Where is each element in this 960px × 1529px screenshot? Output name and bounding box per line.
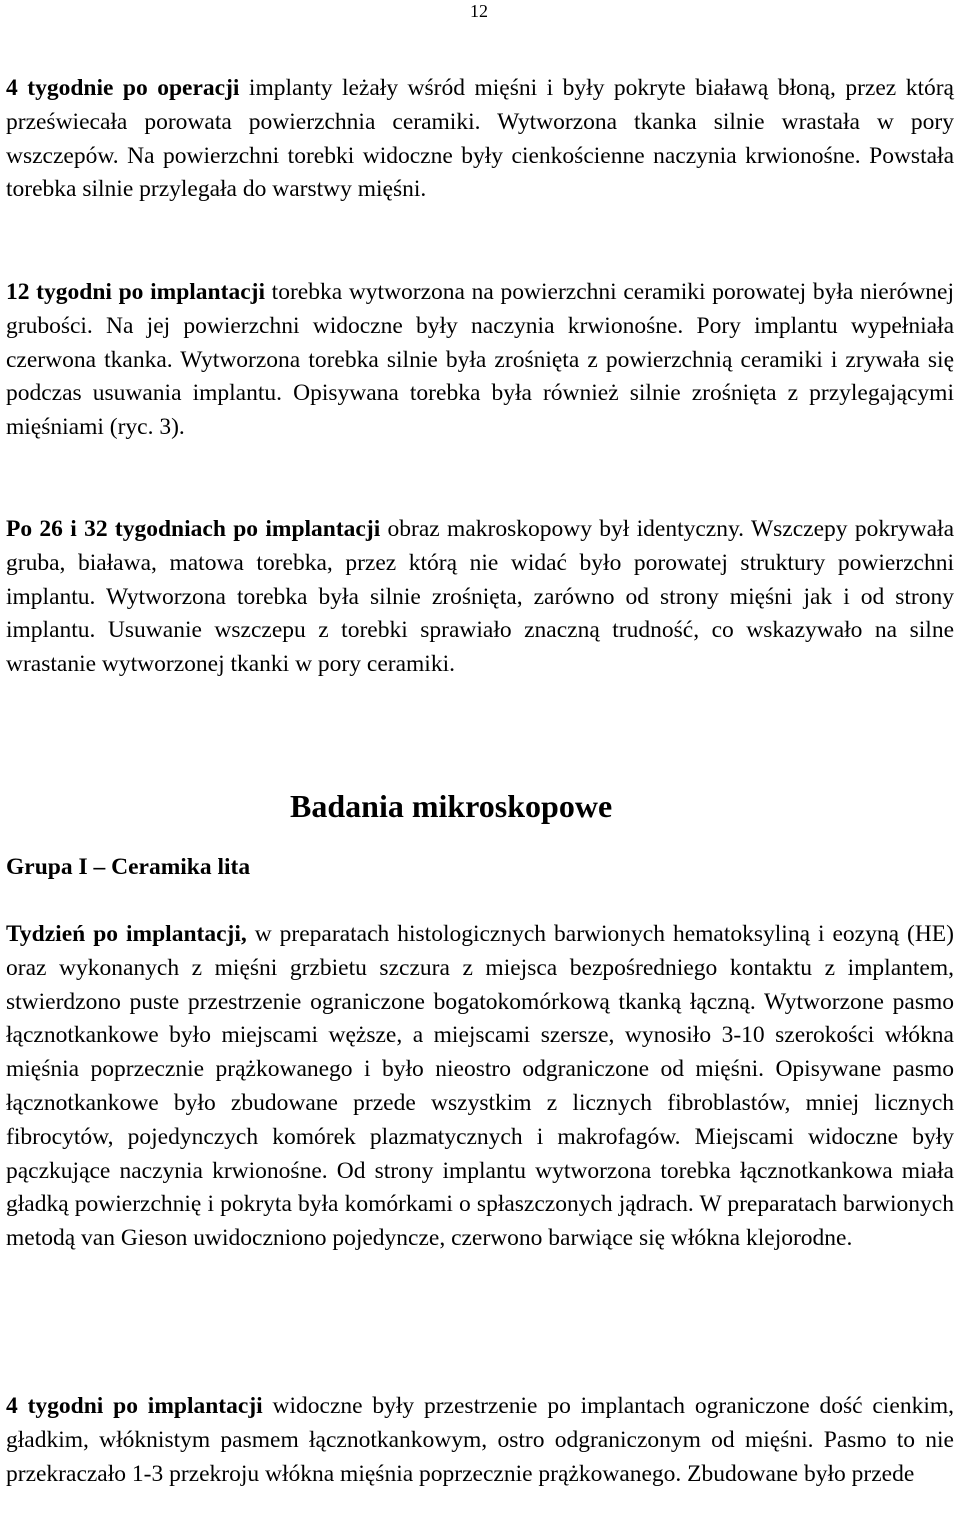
paragraph-text: w preparatach histologicznych barwionych hematoksyliną i eozyną (HE) oraz wykonanych z mięśni grzbietu szczura z miejsca bezpośredniego kontaktu z implantem, stwierdzono puste przestrzenie ograniczone bogatokomórkową tkanką łączną. Wytworzone pasmo łącznotkankowe było miejscami węższe, a miejscami szersze, wynosiło 3-10 szerokości włókna mięśnia poprzecznie prążkowanego i było nieostro odgraniczone od mięśni. Opisywane pasmo łącznotkankowe było zbudowane przede wszystkim z licznych fibroblastów, mniej licznych fibrocytów, pojedynczych komórek plazmatycznych i makrofagów. Miejscami widoczne były pączkujące naczynia krwionośne. Od strony implantu wytworzona torebka łącznotkankowa miała gładką powierzchnię i pokryta była komórkami o spłaszczonych jądrach. W preparatach barwionych metodą van Gieson uwidoczniono pojedyncze, czerwono barwiące się włókna klejorodne. xyxy=(6,921,954,1252)
paragraph-4-weeks xyxy=(6,72,954,207)
page-number: 12 xyxy=(470,1,488,21)
paragraph-lead: 4 tygodnie po operacji xyxy=(6,75,240,101)
paragraph-text: torebka wytworzona na powierzchni ceramiki porowatej była nierównej grubości. Na jej powierzchni widoczne były naczynia krwionośne. Pory implantu wypełniała czerwona tkanka. Wytworzona torebka silnie była zrośnięta z powierzchnią ceramiki i zrywała się podczas usuwania implantu. Opisywana torebka była również silnie zrośnięta z przylegającymi mięśniami (ryc. 3). xyxy=(6,279,954,441)
paragraph-4-weeks-microscopic xyxy=(6,1390,954,1491)
paragraph-lead: 4 tygodni po implantacji xyxy=(6,1393,263,1419)
paragraph-text: obraz makroskopowy był identyczny. Wszczepy pokrywała gruba, biaława, matowa torebka, przez którą nie widać było porowatej struktury powierzchni implantu. Wytworzona torebka była silnie zrośnięta, zarówno od strony mięśni jak i od strony implantu. Usuwanie wszczepu z torebki sprawiało znaczną trudność, co wskazywało na silne wrastanie wytworzonej tkanki w pory ceramiki. xyxy=(6,516,954,678)
paragraph-text: implanty leżały wśród mięśni i były pokryte białawą błoną, przez którą przeświecała porowata powierzchnia ceramiki. Wytworzona tkanka silnie wrastała w pory wszczepów. Na powierzchni torebki widoczne były cienkościenne naczynia krwionośne. Powstała torebka silnie przylegała do warstwy mięśni. xyxy=(6,75,954,203)
paragraph-lead: Po 26 i 32 tygodniach po implantacji xyxy=(6,516,381,542)
paragraph-lead: Tydzień po implantacji, xyxy=(6,921,247,947)
section-heading: Badania mikroskopowe xyxy=(290,788,613,824)
paragraph-1-week-microscopic xyxy=(6,918,954,1256)
paragraph-12-weeks xyxy=(6,276,954,445)
paragraph-text: widoczne były przestrzenie po implantach ograniczone dość cienkim, gładkim, włóknistym pasmem łącznotkankowym, ostro odgraniczonym od mięśni. Pasmo to nie przekraczało 1-3 przekroju włókna mięśnia poprzecznie prążkowanego. Zbudowane było przede xyxy=(6,1393,954,1487)
paragraph-26-32-weeks xyxy=(6,513,954,682)
group-heading: Grupa I – Ceramika lita xyxy=(6,854,251,880)
paragraph-lead: 12 tygodni po implantacji xyxy=(6,279,265,305)
